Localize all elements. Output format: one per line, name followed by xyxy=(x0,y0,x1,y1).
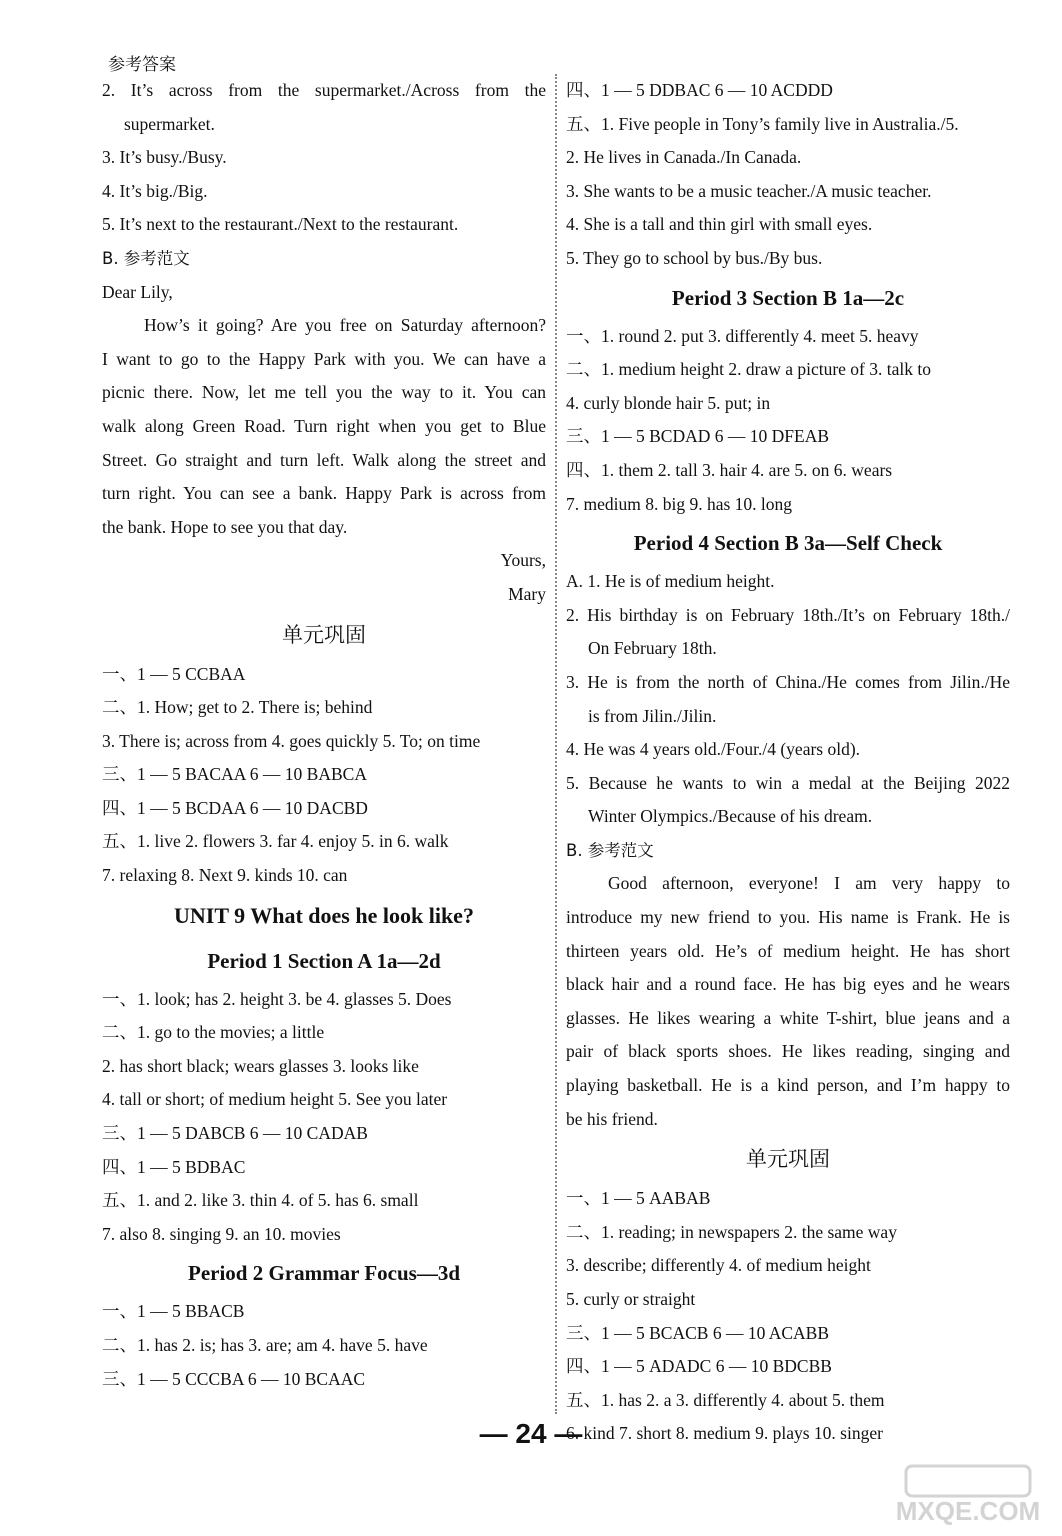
answer-line: glasses. He likes wearing a white T-shirt, blue jeans and a xyxy=(566,1007,1010,1028)
answer-line: 4. She is a tall and thin girl with small eyes. xyxy=(566,214,873,235)
answer-line: the bank. Hope to see you that day. xyxy=(102,516,348,537)
section-heading: 单元巩固 xyxy=(282,622,366,647)
answer-line: 二、1. medium height 2. draw a picture of 3. talk to xyxy=(566,359,931,380)
period-heading: Period 2 Grammar Focus—3d xyxy=(188,1261,460,1286)
answer-line: 2. It’s across from the supermarket./Across from the xyxy=(102,80,546,100)
answer-line: 四、1. them 2. tall 3. hair 4. are 5. on 6. wears xyxy=(566,459,893,480)
answer-line: 四、1 — 5 DDBAC 6 — 10 ACDDD xyxy=(566,80,833,100)
period-heading: Period 3 Section B 1a—2c xyxy=(671,285,905,310)
answer-line: 2. He lives in Canada./In Canada. xyxy=(566,147,802,168)
answer-line: 二、1. How; get to 2. There is; behind xyxy=(102,697,373,718)
right-column xyxy=(566,74,1010,1451)
watermark-text: MXQE.COM xyxy=(895,1496,1041,1526)
answer-line: 4. He was 4 years old./Four./4 (years old). xyxy=(566,739,861,760)
answer-line: be his friend. xyxy=(566,1108,658,1129)
answer-line: 4. curly blonde hair 5. put; in xyxy=(566,392,771,413)
answer-line: 一、1. look; has 2. height 3. be 4. glasses 5. Does xyxy=(102,988,452,1009)
period-heading: Period 1 Section A 1a—2d xyxy=(207,948,441,973)
answer-line: 五、1. Five people in Tony’s family live in Australia./5. xyxy=(566,113,959,134)
answer-line: thirteen years old. He’s of medium height. He has short xyxy=(566,940,1010,961)
answer-line: 三、1 — 5 BCDAD 6 — 10 DFEAB xyxy=(566,426,830,447)
period-heading: Period 4 Section B 3a—Self Check xyxy=(633,531,943,556)
answer-line: 三、1 — 5 DABCB 6 — 10 CADAB xyxy=(102,1123,368,1144)
answer-line: 一、1. round 2. put 3. differently 4. meet 5. heavy xyxy=(566,325,919,346)
answer-line: 四、1 — 5 BDBAC xyxy=(102,1156,246,1177)
answer-line: pair of black sports shoes. He likes reading, singing and xyxy=(566,1041,1010,1062)
answer-line: 五、1. has 2. a 3. differently 4. about 5. them xyxy=(566,1389,885,1410)
answer-line: 2. His birthday is on February 18th./It’s on February 18th./ xyxy=(566,604,1010,625)
answer-line: 5. Because he wants to win a medal at the Beijing 2022 xyxy=(566,772,1010,793)
answer-line: 三、1 — 5 CCCBA 6 — 10 BCAAC xyxy=(102,1368,366,1389)
answer-line: B. 参考范文 xyxy=(102,248,190,268)
answer-line: 4. tall or short; of medium height 5. See you later xyxy=(102,1089,448,1110)
answer-line: walk along Green Road. Turn right when you get to Blue xyxy=(102,415,546,436)
answer-line: 4. It’s big./Big. xyxy=(102,180,208,201)
answer-line: 5. They go to school by bus./By bus. xyxy=(566,247,823,268)
section-heading: 单元巩固 xyxy=(746,1147,830,1172)
answer-line: Street. Go straight and turn left. Walk along the street and xyxy=(102,449,546,470)
answer-line: 二、1. has 2. is; has 3. are; am 4. have 5. have xyxy=(102,1335,428,1355)
answer-line: 三、1 — 5 BACAA 6 — 10 BABCA xyxy=(102,764,367,785)
answer-line: 7. relaxing 8. Next 9. kinds 10. can xyxy=(102,865,348,886)
answer-line: 6. kind 7. short 8. medium 9. plays 10. singer xyxy=(566,1423,883,1444)
answer-line: 3. She wants to be a music teacher./A music teacher. xyxy=(566,180,932,201)
column-divider xyxy=(555,74,557,1414)
answer-line: Yours, xyxy=(500,550,546,571)
answer-line: B. 参考范文 xyxy=(566,840,654,860)
answer-line: 5. curly or straight xyxy=(566,1289,696,1309)
answer-line: Good afternoon, everyone! I am very happy to xyxy=(608,873,1010,894)
answer-line: 一、1 — 5 CCBAA xyxy=(102,663,246,684)
answer-line: turn right. You can see a bank. Happy Park is across from xyxy=(102,483,546,504)
answer-line: 5. It’s next to the restaurant./Next to the restaurant. xyxy=(102,214,459,235)
answer-line: 三、1 — 5 BCACB 6 — 10 ACABB xyxy=(566,1322,830,1343)
answer-line: 二、1. go to the movies; a little xyxy=(102,1022,325,1043)
answer-line: 3. It’s busy./Busy. xyxy=(102,147,227,168)
answer-line: 3. There is; across from 4. goes quickly 5. To; on time xyxy=(102,730,481,751)
unit-heading: UNIT 9 What does he look like? xyxy=(174,902,474,928)
answer-line: 五、1. and 2. like 3. thin 4. of 5. has 6. small xyxy=(102,1190,419,1211)
answer-line: 一、1 — 5 BBACB xyxy=(102,1301,245,1322)
answer-line: 7. medium 8. big 9. has 10. long xyxy=(566,493,793,514)
answer-line: is from Jilin./Jilin. xyxy=(588,705,717,726)
answer-line: I want to go to the Happy Park with you. We can have a xyxy=(102,348,546,369)
answer-line: 3. describe; differently 4. of medium height xyxy=(566,1255,871,1276)
answer-line: Mary xyxy=(508,583,546,604)
answer-line: On February 18th. xyxy=(588,638,717,659)
answer-line: Winter Olympics./Because of his dream. xyxy=(588,806,873,827)
watermark-logo xyxy=(888,1462,1048,1532)
answer-line: 一、1 — 5 AABAB xyxy=(566,1188,711,1209)
answer-line: Dear Lily, xyxy=(102,281,173,302)
answer-line: supermarket. xyxy=(124,113,215,134)
answer-line: playing basketball. He is a kind person, and I’m happy to xyxy=(566,1075,1010,1096)
answer-line: A. 1. He is of medium height. xyxy=(566,571,775,592)
answer-line: 四、1 — 5 BCDAA 6 — 10 DACBD xyxy=(102,797,368,818)
page-header: 参考答案 xyxy=(108,55,176,75)
left-column xyxy=(102,74,546,1396)
answer-line: 7. also 8. singing 9. an 10. movies xyxy=(102,1223,341,1244)
answer-line: black hair and a round face. He has big eyes and he wears xyxy=(566,974,1010,995)
answer-line: 二、1. reading; in newspapers 2. the same way xyxy=(566,1221,897,1242)
answer-line: How’s it going? Are you free on Saturday afternoon? xyxy=(144,315,546,336)
answer-line: picnic there. Now, let me tell you the way to it. You can xyxy=(102,382,546,403)
answer-line: introduce my new friend to you. His name is Frank. He is xyxy=(566,907,1010,928)
answer-line: 五、1. live 2. flowers 3. far 4. enjoy 5. in 6. walk xyxy=(102,831,449,852)
page-number: — 24 — xyxy=(479,1418,583,1449)
answer-line: 3. He is from the north of China./He comes from Jilin./He xyxy=(566,671,1010,692)
answer-line: 2. has short black; wears glasses 3. looks like xyxy=(102,1055,419,1076)
answer-line: 四、1 — 5 ADADC 6 — 10 BDCBB xyxy=(566,1356,832,1377)
